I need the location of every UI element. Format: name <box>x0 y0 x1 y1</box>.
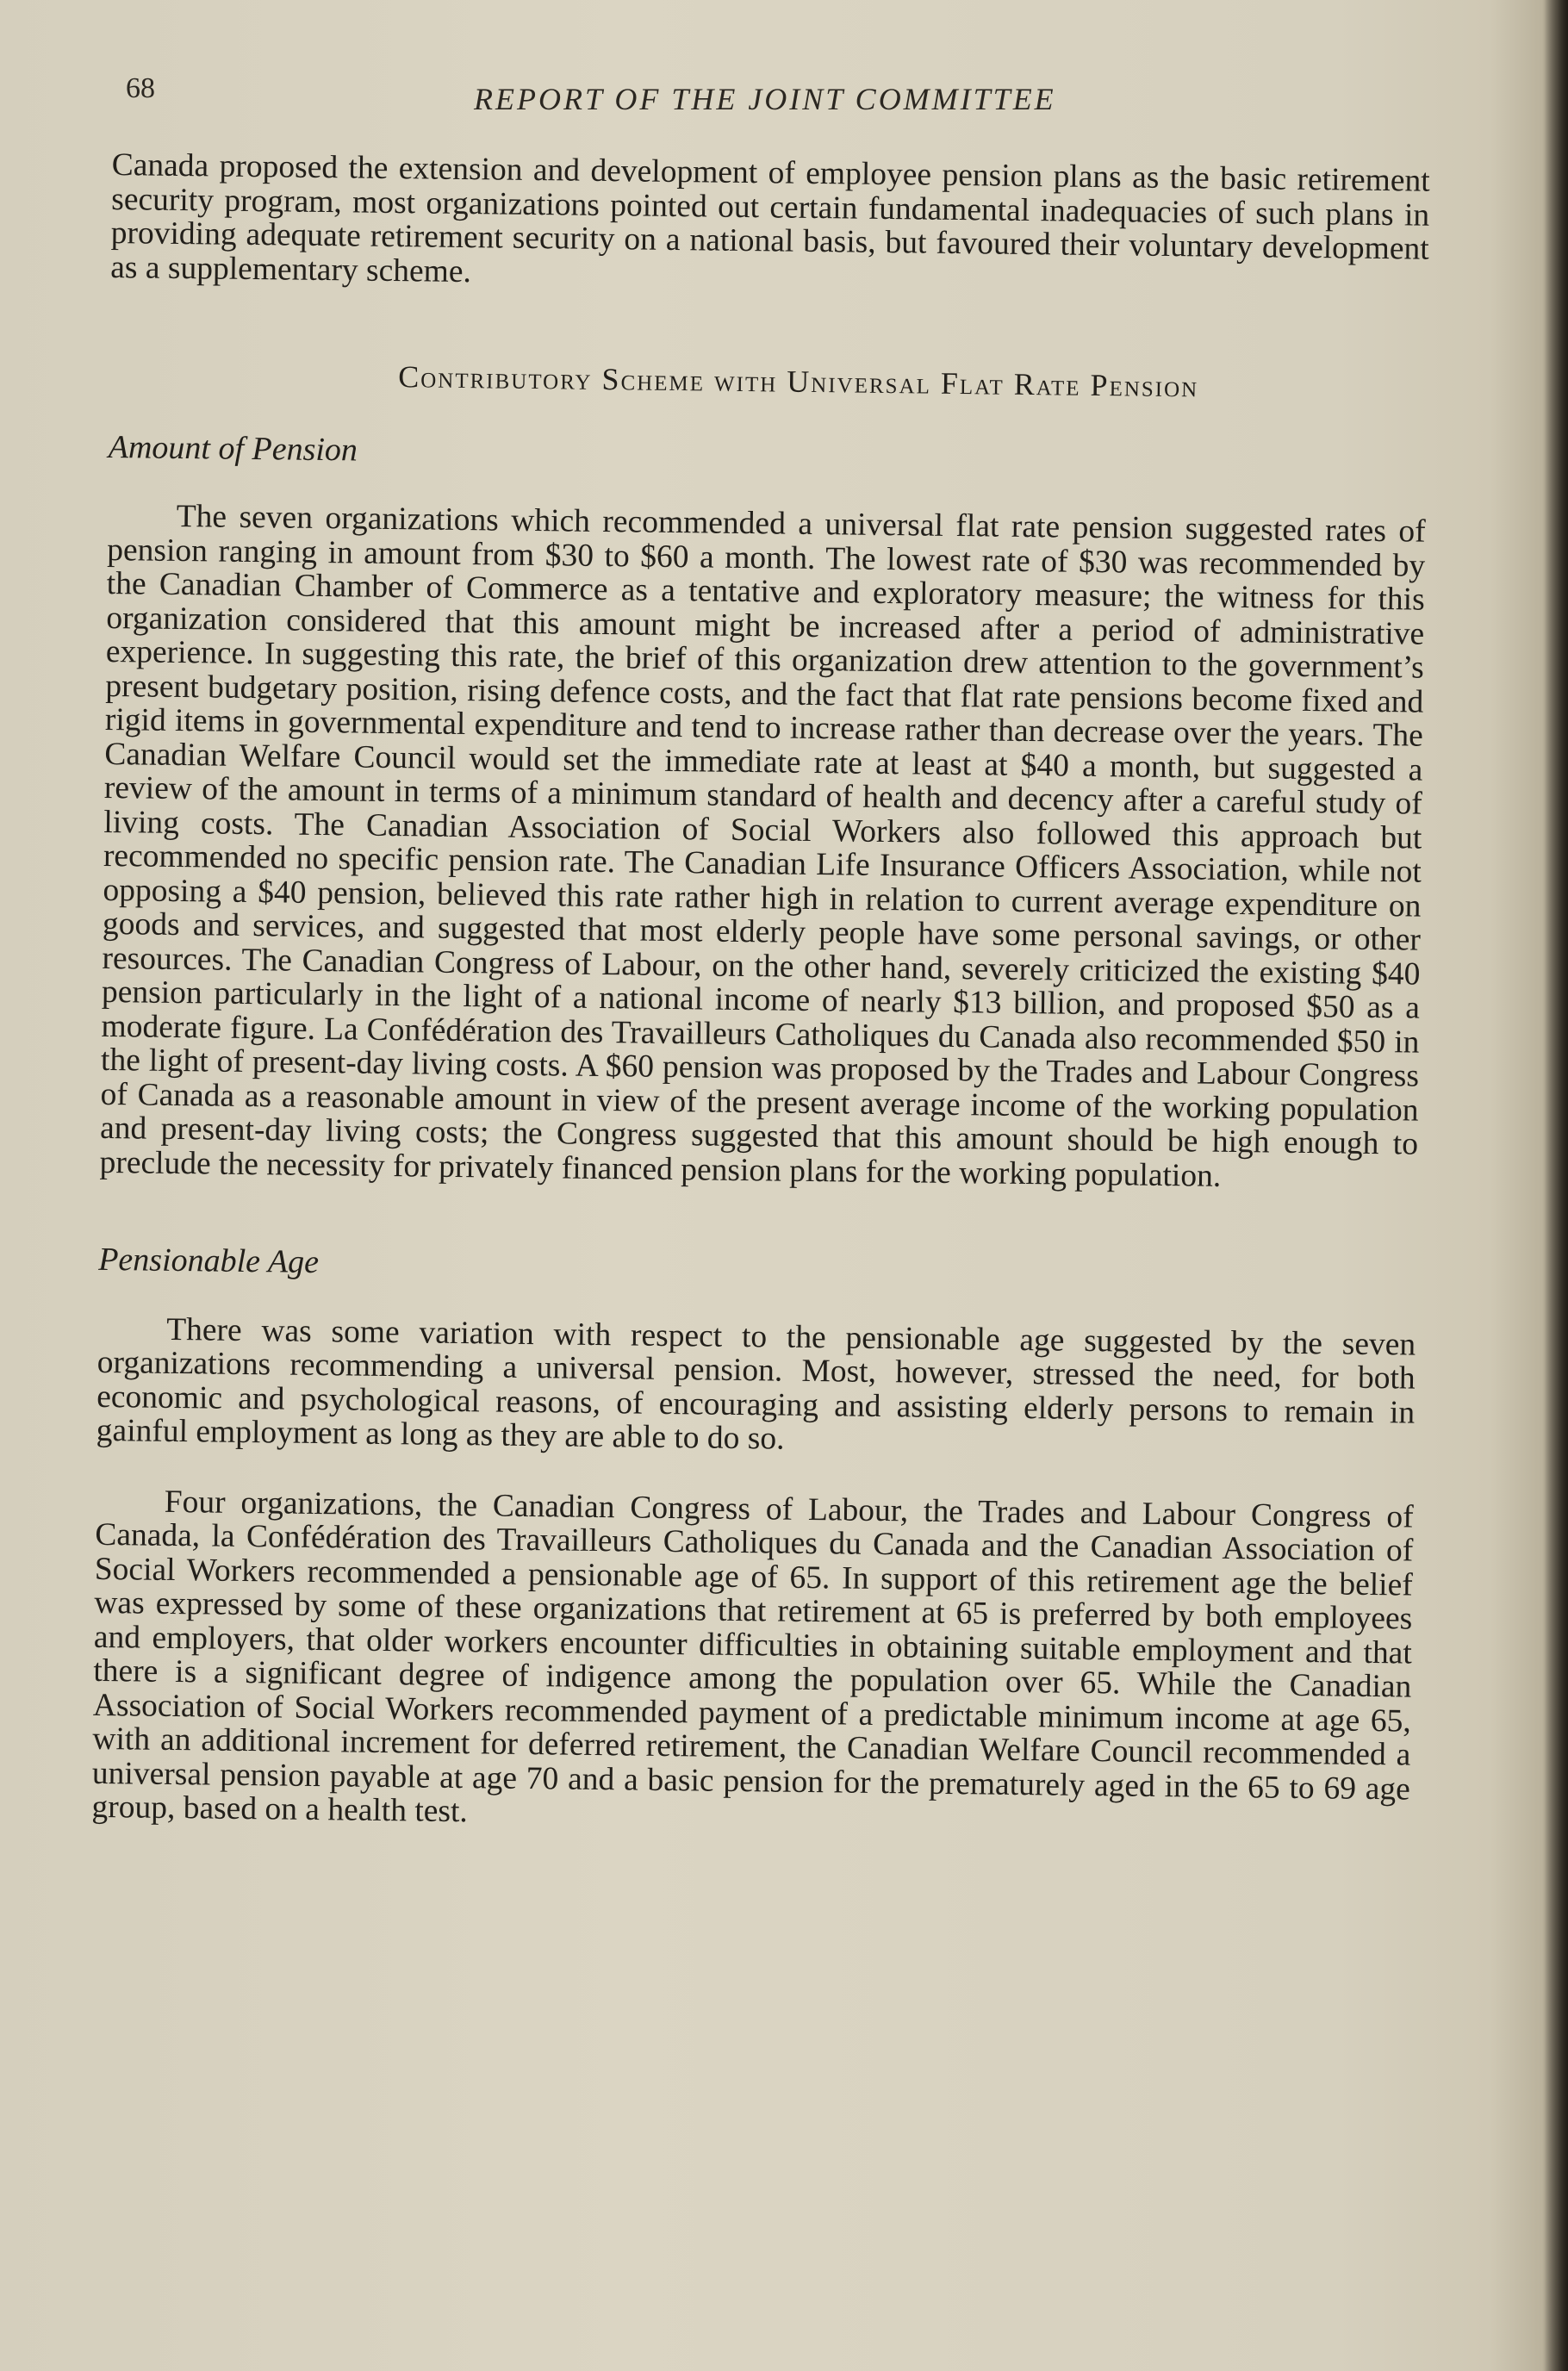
running-header <box>119 72 1446 124</box>
page-number: 68 <box>126 72 155 104</box>
pensionable-age-paragraph-2: Four organizations, the Canadian Congress of Labour, the Trades and Labour Congress of Canada, la Confédération des Travailleurs Catholiques du Canada and the Canadian Association of Social Workers recommended a pensionable age of 65. In support of this retirement age the belief was expressed by some of these organizations that retirement at 65 is preferred by both employees and employers, that older workers encounter difficulties in obtaining suitable employment and that there is a significant degree of indigence among the population over 65. While the Canadian Association of Social Workers recommended payment of a predictable minimum income at age 65, with an additional increment for deferred retirement, the Canadian Welfare Council recommended a universal pension payable at age 70 and a basic pension for the prematurely aged in the 65 to 69 age group, based on a health test. <box>91 1484 1414 1830</box>
subheading-amount-of-pension: Amount of Pension <box>108 428 358 469</box>
subheading-pensionable-age: Pensionable Age <box>97 1241 320 1281</box>
page-edge-shadow <box>1542 0 1568 2371</box>
amount-of-pension-paragraph: The seven organizations which recommended a universal flat rate pension suggested rates of pension ranging in amount from $30 to $60 a month. The lowest rate of $30 was recommended by the Canadian Chamber of Commerce as a tentative and exploratory measure; the witness for this organization considered that this amount might be increased after a period of administrative experience. In suggesting this rate, the brief of this organization drew attention to the government’s present budgetary position, rising defence costs, and the fact that flat rate pensions become fixed and rigid items in governmental expenditure and tend to increase rather than decrease over the years. The Canadian Welfare Council would set the immediate rate at least at $40 a month, but suggested a review of the amount in terms of a minimum standard of health and decency after a careful study of living costs. The Canadian Association of Social Workers also followed this approach but recommended no specific pension rate. The Canadian Life Insurance Officers Association, while not opposing a $40 pension, believed this rate rather high in relation to current average expenditure on goods and services, and suggested that most elderly people have some personal savings, or other resources. The Canadian Congress of Labour, on the other hand, severely criticized the existing $40 pension particularly in the light of a national income of nearly $13 billion, and proposed $50 as a moderate figure. La Confédération des Travailleurs Catholiques du Canada also recommended $50 in the light of present-day living costs. A $60 pension was proposed by the Trades and Labour Congress of Canada as a reasonable amount in view of the present average income of the working population and present-day living costs; the Congress suggested that this amount should be high enough to preclude the necessity for privately financed pension plans for the working population. <box>99 498 1426 1194</box>
report-title: REPORT OF THE JOINT COMMITTEE <box>474 82 1056 116</box>
intro-paragraph: Canada proposed the extension and development of employee pension plans as the basic retirement security program, most organizations pointed out certain fundamental inadequacies of such plans in providing adequate retirement security on a national basis, but favoured their voluntary development as a supplementary scheme. <box>110 147 1430 289</box>
page-body <box>91 148 1430 1840</box>
section-heading: Contributory Scheme with Universal Flat Rate Pension <box>397 359 1199 404</box>
pensionable-age-paragraph-1: There was some variation with respect to the pensionable age suggested by the seven organizations recommending a universal pension. Most, however, stressed the need, for both economic and psychological reasons, of encouraging and assisting elderly persons to remain in gainful employment as long as they are able to do so. <box>96 1311 1416 1457</box>
